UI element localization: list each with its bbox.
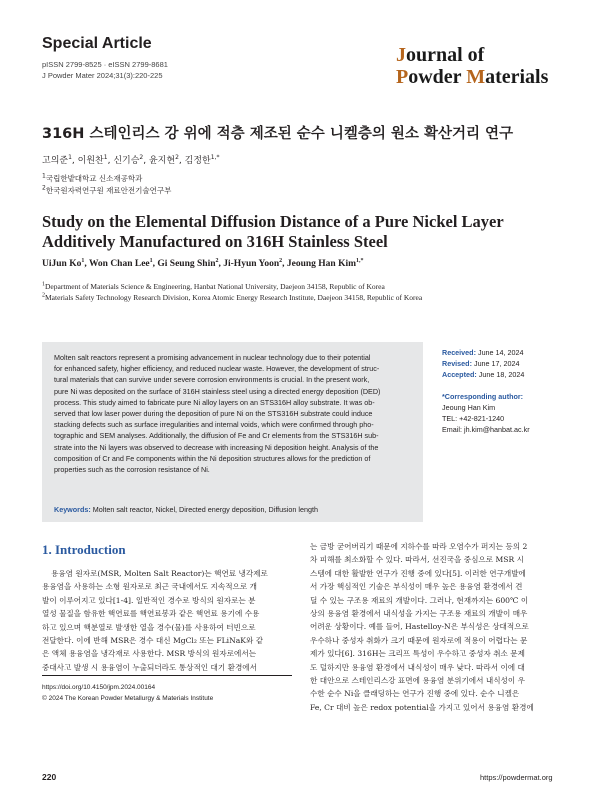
body-line: 스템에 대한 활발한 연구가 진행 중에 있다[5]. 이러한 연구개발에: [310, 568, 526, 578]
abstract-line: composition of Cr and Fe components within the Ni deposition structures allows for the prediction of: [54, 453, 371, 463]
body-line: 열성 물질을 함유한 핵연료를 핵연료봉과 같은 핵연료 용기에 수용: [42, 609, 260, 619]
en-author: Jeoung Han Kim: [286, 259, 357, 269]
revised-label: Revised:: [442, 359, 472, 369]
logo-cap-m: M: [466, 66, 486, 88]
body-line: 한 대안으로 스테인리스강 표면에 용융염 분위기에서 내식성이 우: [310, 676, 525, 686]
abstract-line: strate into the Ni layers was observed to decrease with increasing Ni deposition height. Analysis of the: [54, 442, 379, 452]
journal-logo[interactable]: [396, 44, 548, 88]
body-line: 우수하나 중성자 취화가 크기 때문에 원자로에 적용이 어렵다는 문: [310, 635, 528, 645]
footnote: [42, 682, 213, 704]
doi-link[interactable]: https://doi.org/10.4150/jpm.2024.00164: [42, 684, 156, 691]
korean-authors: 고의준$^1$, 이원찬$^1$, 신기승$^2$, 윤지현$^2$, 김정한$^{1,*}$: [42, 154, 220, 166]
received-label: Received:: [442, 348, 476, 357]
body-line: 도 덜하지만 용융염 환경에서 내식성이 매우 낮다. 따라서 이에 대: [310, 662, 525, 672]
kr-author: 이원찬: [77, 156, 104, 166]
intro-right-column: [310, 540, 560, 714]
kr-author-sup: 1: [68, 154, 72, 161]
kr-author-sup: 2: [175, 154, 179, 161]
affil-sup: 1: [42, 172, 46, 180]
page-number: 220: [42, 772, 57, 782]
body-line: 는 금방 굳어버리기 때문에 지하수를 따라 오염수가 퍼지는 등의 2: [310, 542, 528, 551]
logo-cap-j: J: [396, 44, 406, 66]
body-line: 발이 이루어지고 있다[1-4]. 일반적인 경수로 방식의 원자로는 분: [42, 595, 256, 605]
body-line: 상의 용융염 환경에서 내식성을 가지는 구조용 재료의 개발이 매우: [310, 609, 528, 619]
citation: J Powder Mater 2024;31(3):220-225: [42, 71, 163, 80]
en-author: Gi Seung Shin: [157, 259, 216, 269]
korean-title: 316H 스테인리스 강 위에 적층 제조된 순수 니켈층의 원소 확산거리 연구: [42, 126, 514, 142]
logo-line2-rest: aterials: [485, 66, 549, 88]
keywords-label: Keywords:: [54, 505, 91, 514]
article-type: Special Article: [42, 35, 152, 52]
corresponding-name: Jeoung Han Kim: [442, 402, 496, 412]
logo-line2-mid: owder: [408, 66, 467, 88]
kr-author-sup: 1: [103, 154, 108, 161]
logo-line1: ournal of: [406, 44, 485, 66]
english-affiliations: [42, 281, 422, 303]
kr-affil-1: 국립한밭대학교 신소재공학과: [45, 174, 143, 183]
corresponding-tel: TEL: +42-821-1240: [442, 414, 505, 424]
section-heading-introduction: 1. Introduction: [42, 542, 126, 557]
issn: pISSN 2799-8525 · eISSN 2799-8681: [42, 60, 168, 69]
en-affil-1: Department of Materials Science & Engineering, Hanbat National University, Daejeon 34158, Republic of Korea: [45, 282, 385, 291]
abstract-line: for enhanced safety, higher efficiency, and reduced nuclear waste. However, the development of struc-: [54, 364, 380, 374]
logo-cap-p: P: [396, 66, 409, 88]
top-bar: [0, 0, 600, 4]
en-affil-2: Materials Safety Technology Research Division, Korea Atomic Energy Research Institute, Daejeon 34158, Republic of Korea: [45, 293, 423, 302]
keywords: [54, 505, 318, 514]
copyright: © 2024 The Korean Powder Metallurgy & Materials Institute: [42, 695, 214, 702]
abstract-line: pure Ni was deposited on the surface of 316H stainless steel using a directed energy deposition (DED): [54, 386, 381, 396]
body-line: 중대사고 발생 시 용융염이 누출되더라도 통상적인 대기 환경에서: [42, 662, 257, 672]
en-author-sup: 1: [149, 257, 153, 264]
kr-author: 고의준: [42, 156, 69, 166]
body-line: 하고 있으며 핵분열로 발생한 열을 경수(물)를 사용하여 터빈으로: [42, 622, 256, 632]
abstract-line: stacking defects such as surface irregularities and internal voids, which were confirmed through pho-: [54, 420, 374, 430]
abstract-line: served that low laser power during the deposition of pure Ni on the STS316H substrate could induce: [54, 409, 373, 419]
body-line: 용융염 원자로(MSR, Molten Salt Reactor)는 핵연료 냉각제로: [51, 569, 268, 578]
body-line: 은 액체 용융염을 냉각재로 사용한다. MSR 방식의 원자로에서는: [42, 649, 257, 659]
journal-website-link[interactable]: https://powdermat.org: [480, 773, 553, 782]
keywords-list: Molten salt reactor, Nickel, Directed energy deposition, Diffusion length: [92, 505, 318, 514]
received-date: June 14, 2024: [477, 348, 524, 357]
en-author-sup: 1,*: [356, 257, 364, 264]
corresponding-email[interactable]: Email: jh.kim@hanbat.ac.kr: [442, 425, 530, 435]
en-author-sup: 2: [279, 257, 283, 264]
kr-author: 신기승: [113, 156, 140, 166]
en-author: UiJun Ko: [42, 259, 82, 269]
abstract-line: Molten salt reactors represent a promising advancement in nuclear technology due to their potential: [54, 353, 371, 362]
body-line: 수한 순수 Ni을 클래딩하는 연구가 진행 중에 있다. 순수 니켈은: [310, 689, 520, 699]
corresponding-label: *Corresponding author:: [442, 391, 524, 401]
en-author: Won Chan Lee: [88, 259, 150, 269]
accepted-label: Accepted:: [442, 370, 477, 380]
revised-date: June 17, 2024: [473, 359, 520, 369]
kr-affil-2: 한국원자력연구원 재료안전기술연구부: [45, 186, 172, 195]
en-author-sup: 1: [81, 257, 85, 264]
intro-left-column: [42, 567, 292, 674]
body-line: 차 피해를 최소화할 수 있다. 따라서, 선진국을 중심으로 MSR 시: [310, 555, 524, 565]
body-line: 서 가장 핵심적인 기술은 부식성이 매우 높은 용융염 환경에서 견: [310, 582, 523, 592]
body-line: 딜 수 있는 구조용 재료의 개발이다. 그러나, 현재까지는 600℃ 이: [310, 595, 529, 605]
body-line: 전달한다. 이에 반해 MSR은 경수 대신 MgCl₂ 또는 FLiNaK와 같: [42, 636, 264, 646]
body-line: 제가 있다[6]. 316H는 크리프 특성이 우수하고 중성자 취소 문제: [310, 649, 525, 659]
kr-author: 윤지현: [148, 156, 176, 166]
affil-sup: 2: [42, 184, 46, 192]
body-line: 어려운 상황이다. 예를 들어, Hastelloy-N은 부식성은 상대적으로: [310, 622, 529, 632]
korean-affiliations: [42, 173, 171, 197]
english-authors: UiJun Ko$^1$, Won Chan Lee$^1$, Gi Seung Shin$^2$, Ji-Hyun Yoon$^2$, Jeoung Han Kim$^{1,*}$: [42, 257, 364, 269]
body-line: 용융염을 사용하는 소형 원자로로 최근 국내에서도 지속적으로 개: [42, 582, 257, 592]
article-info: [442, 347, 530, 435]
affil-sup: 2: [42, 292, 45, 299]
abstract-line: tural materials that can survive under severe corrosion environments is crucial. In the present work,: [54, 375, 370, 385]
kr-author-sup: 2: [139, 154, 144, 161]
en-author-sup: 2: [215, 257, 219, 264]
abstract-line: tographic and SEM analyses. Additionally, the diffusion of Fe and Cr elements from the STS316H sub-: [54, 431, 379, 441]
abstract-text: [54, 352, 416, 475]
kr-author: 김정한: [184, 156, 211, 166]
en-title-line1: Study on the Elemental Diffusion Distance of a Pure Nickel Layer: [42, 212, 504, 231]
abstract-line: properties such as the corrosion resistance of Ni.: [54, 465, 210, 475]
accepted-date: June 18, 2024: [478, 370, 525, 380]
body-line: Fe, Cr 대비 높은 redox potential을 가지고 있어서 용융염 환경에: [310, 702, 534, 712]
issn-block: [42, 59, 168, 81]
kr-author-sup: 1,*: [210, 154, 220, 161]
en-title-line2: Additively Manufactured on 316H Stainless Steel: [42, 232, 388, 251]
footnote-divider: [42, 675, 292, 676]
abstract-line: process. This study aimed to fabricate pure Ni alloy layers on an STS316H alloy substrate. It was ob-: [54, 397, 375, 407]
english-title: [42, 212, 504, 252]
affil-sup: 1: [42, 281, 45, 288]
en-author: Ji-Hyun Yoon: [223, 259, 280, 269]
